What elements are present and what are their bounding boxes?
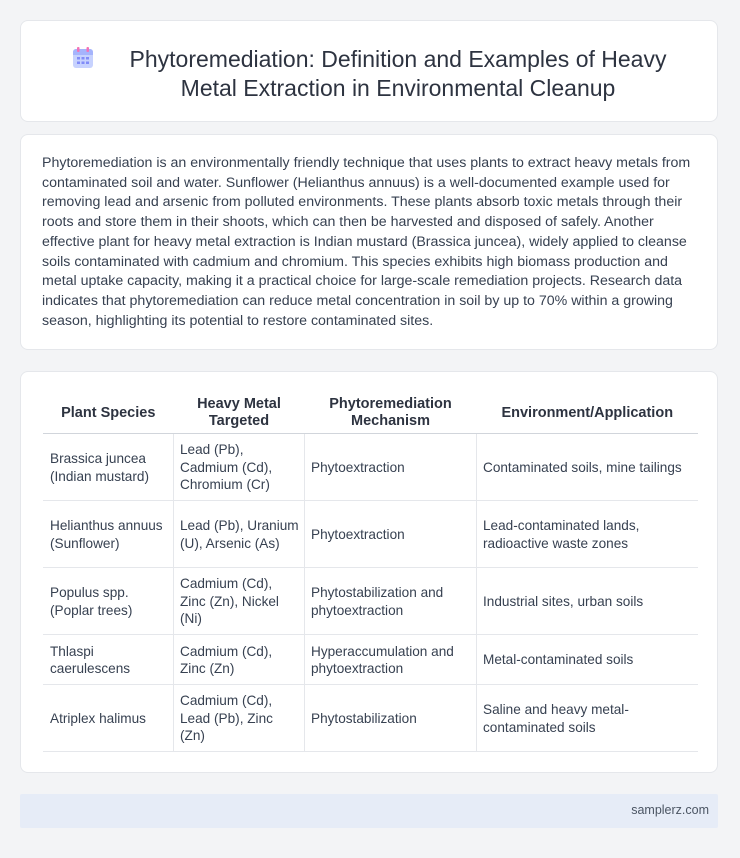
cell-environment: Lead-contaminated lands, radioactive waste zones: [477, 501, 698, 568]
table-card: [20, 371, 718, 773]
footer-site-link[interactable]: samplerz.com: [631, 803, 709, 817]
cell-mechanism: Phytostabilization and phytoextraction: [305, 568, 477, 635]
calendar-icon: [72, 47, 94, 69]
cell-heavy-metal: Lead (Pb), Cadmium (Cd), Chromium (Cr): [174, 434, 305, 501]
table-row: [44, 568, 698, 635]
plant-table: [43, 393, 698, 752]
intro-card: [20, 134, 718, 350]
table-row: [44, 685, 698, 752]
cell-environment: Industrial sites, urban soils: [477, 568, 698, 635]
cell-heavy-metal: Cadmium (Cd), Zinc (Zn): [174, 635, 305, 685]
table-row: [44, 635, 698, 685]
header-plant-species: Plant Species: [44, 393, 174, 434]
cell-plant-species: Populus spp. (Poplar trees): [44, 568, 174, 635]
header-mechanism: Phytoremediation Mechanism: [305, 393, 477, 434]
cell-heavy-metal: Cadmium (Cd), Lead (Pb), Zinc (Zn): [174, 685, 305, 752]
table-header-row: [44, 393, 698, 434]
cell-plant-species: Atriplex halimus: [44, 685, 174, 752]
header-environment: Environment/Application: [477, 393, 698, 434]
cell-environment: Contaminated soils, mine tailings: [477, 434, 698, 501]
cell-environment: Metal-contaminated soils: [477, 635, 698, 685]
cell-plant-species: Brassica juncea (Indian mustard): [44, 434, 174, 501]
footer-bar: [20, 794, 718, 828]
title-card: [20, 20, 718, 122]
table-row: [44, 434, 698, 501]
cell-heavy-metal: Lead (Pb), Uranium (U), Arsenic (As): [174, 501, 305, 568]
cell-plant-species: Thlaspi caerulescens: [44, 635, 174, 685]
intro-paragraph: Phytoremediation is an environmentally friendly technique that uses plants to extract heavy metals from contaminated soil and water. Sunflower (Helianthus annuus) is a well-documented example used for removing lead and arsenic from polluted environments. These plants absorb toxic metals through their roots and store them in their shoots, which can then be harvested and disposed of safely. Another effective plant for heavy metal extraction is Indian mustard (Brassica juncea), widely applied to cleanse soils contaminated with cadmium and chromium. This species exhibits high biomass production and metal uptake capacity, making it a practical choice for large-scale remediation projects. Research data indicates that phytoremediation can reduce metal concentration in soil by up to 70% within a growing season, highlighting its potential to restore contaminated sites.: [42, 155, 691, 329]
cell-environment: Saline and heavy metal-contaminated soils: [477, 685, 698, 752]
table-row: [44, 501, 698, 568]
cell-plant-species: Helianthus annuus (Sunflower): [44, 501, 174, 568]
cell-mechanism: Phytoextraction: [305, 501, 477, 568]
cell-mechanism: Phytoextraction: [305, 434, 477, 501]
cell-mechanism: Phytostabilization: [305, 685, 477, 752]
cell-mechanism: Hyperaccumulation and phytoextraction: [305, 635, 477, 685]
page-title: Phytoremediation: Definition and Examples of Heavy Metal Extraction in Environmental Cleanup: [129, 46, 667, 101]
header-heavy-metal: Heavy Metal Targeted: [174, 393, 305, 434]
cell-heavy-metal: Cadmium (Cd), Zinc (Zn), Nickel (Ni): [174, 568, 305, 635]
